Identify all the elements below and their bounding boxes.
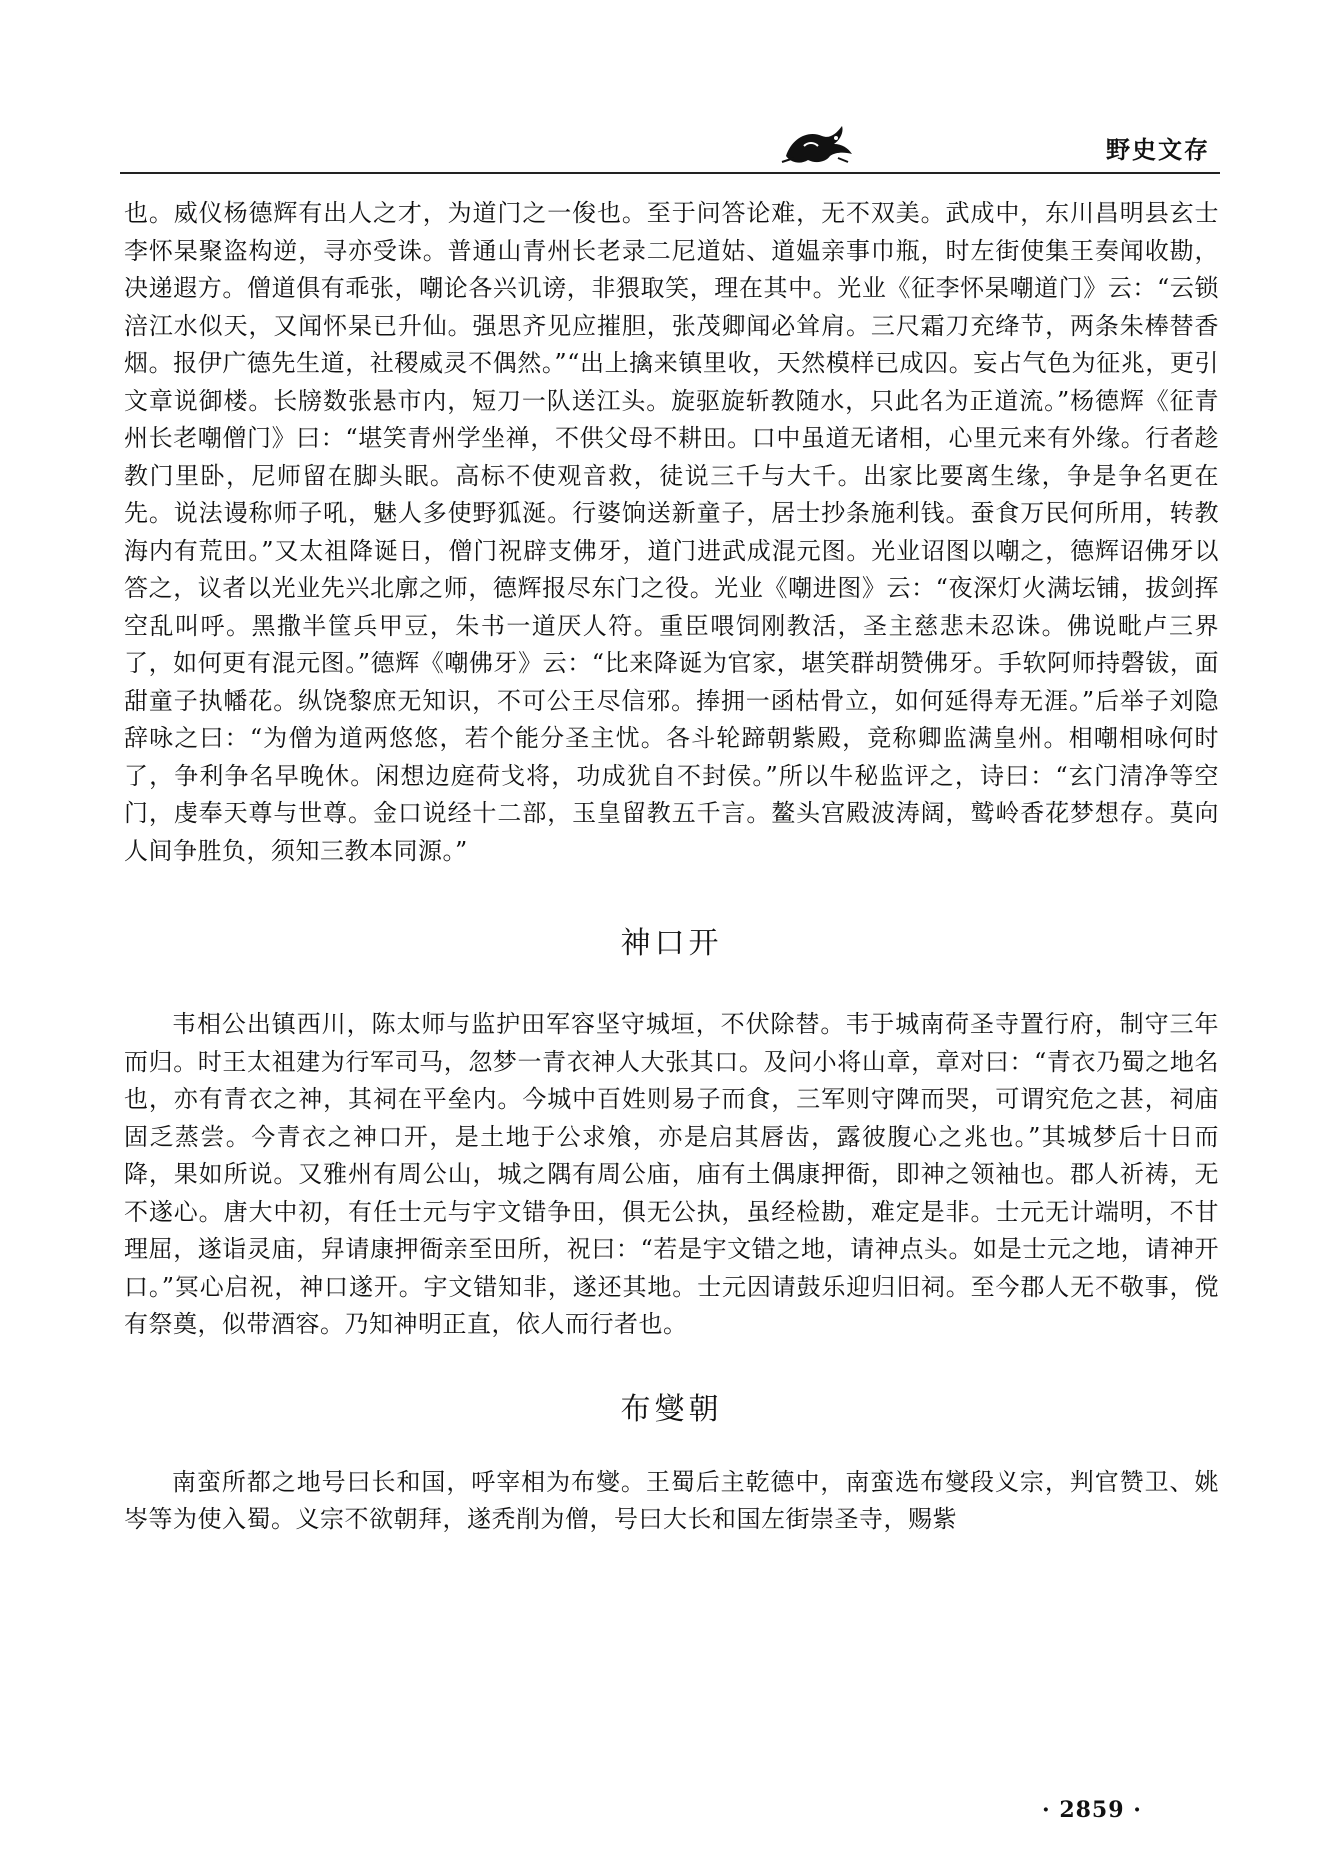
page-body <box>124 195 1219 1539</box>
section-paragraph: 韦相公出镇西川，陈太师与监护田军容坚守城垣，不伏除替。韦于城南荷圣寺置行府，制守三年而归。时王太祖建为行军司马，忽梦一青衣神人大张其口。及问小将山章，章对曰：“青衣乃蜀之地名也，亦有青衣之神，其祠在平垒内。今城中百姓则易子而食，三军则守陴而哭，可谓究危之甚，祠庙固乏蒸尝。今青衣之神口开，是土地于公求飧，亦是启其唇齿，露彼腹心之兆也。”其城梦后十日而降，果如所说。又雅州有周公山，城之隅有周公庙，庙有土偶康押衙，即神之领袖也。郡人祈祷，无不遂心。唐大中初，有任士元与宇文错争田，俱无公执，虽经检勘，难定是非。士元无计端明，不甘理屈，遂诣灵庙，舁请康押衙亲至田所，祝曰：“若是宇文错之地，请神点头。如是士元之地，请神开口。”冥心启祝，神口遂开。宇文错知非，遂还其地。士元因请鼓乐迎归旧祠。至今郡人无不敬事，傥有祭奠，似带酒容。乃知神明正直，依人而行者也。 <box>124 1010 1219 1338</box>
page-header <box>120 110 1220 180</box>
running-title: 野史文存 <box>1106 136 1210 164</box>
section-title: 布燮朝 <box>620 1391 723 1427</box>
section-title: 神口开 <box>620 926 723 961</box>
body-paragraph: 也。威仪杨德辉有出人之才，为道门之一俊也。至于问答论难，无不双美。武成中，东川昌明县玄士李怀杲聚盗构逆，寻亦受诛。普通山青州长老录二尼道姑、道媪亲事巾瓶，时左街使集王奏闻收勘，决递遐方。僧道俱有乖张，嘲论各兴讥谤，非猥取笑，理在其中。光业《征李怀杲嘲道门》云：“云锁涪江水似天，又闻怀杲已升仙。强思齐见应摧胆，张茂卿闻必耸肩。三尺霜刀充绛节，两条朱棒替香烟。报伊广德先生道，社稷威灵不偶然。”“出上擒来镇里收，天然模样已成囚。妄占气色为征兆，更引文章说御楼。长牓数张悬市内，短刀一队送江头。旋驱旋斩教随水，只此名为正道流。”杨德辉《征青州长老嘲僧门》曰：“堪笑青州学坐禅，不供父母不耕田。口中虽道无诸相，心里元来有外缘。行者趁教门里卧，尼师留在脚头眠。高标不使观音救，徒说三千与大千。出家比要离生缘，争是争名更在先。说法谩称师子吼，魅人多使野狐涎。行婆饷送新童子，居士抄条施利钱。蚕食万民何所用，转教海内有荒田。”又太祖降诞日，僧门祝辟支佛牙，道门进武成混元图。光业诏图以嘲之，德辉诏佛牙以答之，议者以光业先兴北廓之师，德辉报尽东门之役。光业《嘲进图》云：“夜深灯火满坛铺，拔剑挥空乱叫呼。黑撒半筐兵甲豆，朱书一道厌人符。重臣喂饲刚教活，圣主慈悲未忍诛。佛说毗卢三界了，如何更有混元图。”德辉《嘲佛牙》云：“比来降诞为官家，堪笑群胡赞佛牙。手软阿师持磬钹，面甜童子执幡花。纵饶黎庶无知识，不可公王尽信邪。捧拥一函枯骨立，如何延得寿无涯。”后举子刘隐辞咏之曰：“为僧为道两悠悠，若个能分圣主忧。各斗轮蹄朝紫殿，竞称卿监满皇州。相嘲相咏何时了，争利争名早晚休。闲想边庭荷戈将，功成犹自不封侯。”所以牛秘监评之，诗曰：“玄门清净等空门，虔奉天尊与世尊。金口说经十二部，玉皇留教五千言。鳌头宫殿波涛阔，鹫岭香花梦想存。莫向人间争胜负，须知三教本同源。” <box>124 199 1219 865</box>
section-paragraph: 南蛮所都之地号曰长和国，呼宰相为布燮。王蜀后主乾德中，南蛮选布燮段义宗，判官赞卫、姚岑等为使入蜀。义宗不欲朝拜，遂秃削为僧，号曰大长和国左街崇圣寺，赐紫 <box>124 1467 1219 1533</box>
page-number: · 2859 · <box>1042 1797 1142 1823</box>
header-rule <box>120 172 1220 174</box>
dragon-emblem-icon <box>778 118 858 168</box>
